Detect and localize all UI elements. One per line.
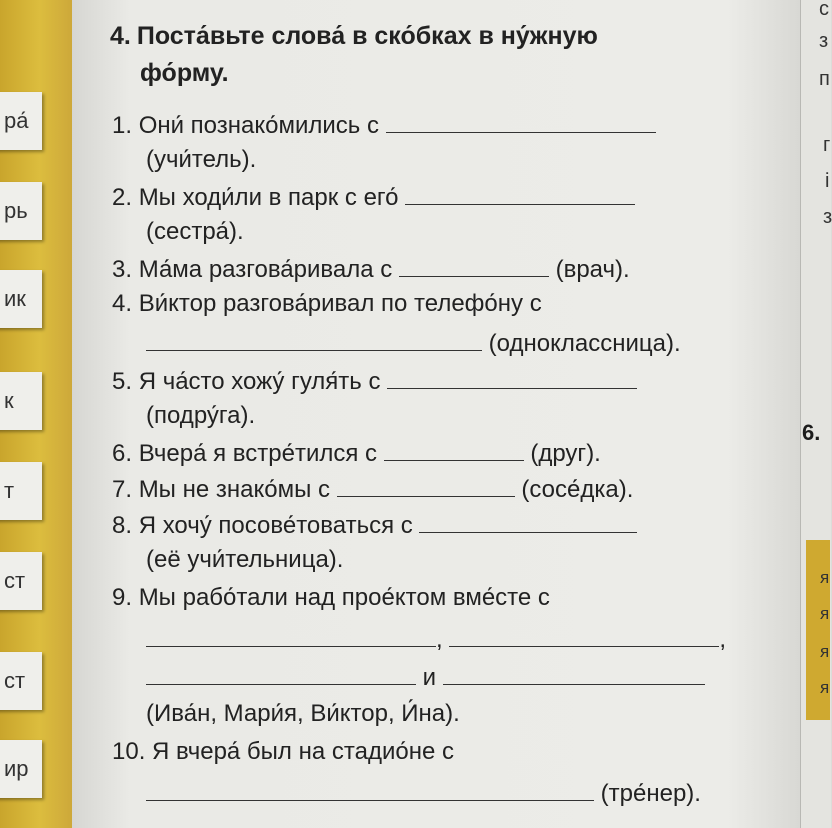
next-page-letter: с [819, 0, 829, 20]
item-number: 8. [112, 512, 133, 539]
exercise-title-line1: Поста́вьте слова́ в ско́бках в ну́жную [136, 22, 598, 50]
answer-blank[interactable] [146, 662, 416, 685]
index-tab: ик [0, 270, 42, 328]
item-text: Ви́ктор разгова́ривал по телефо́ну с [138, 290, 542, 317]
item-number: 5. [112, 368, 133, 395]
answer-blank[interactable] [146, 328, 482, 351]
exercise-item [112, 510, 637, 540]
item-word: (сестра́). [146, 218, 244, 245]
conjunction-and: и [422, 664, 437, 691]
item-number: 4. [112, 290, 133, 317]
item-number: 7. [112, 476, 133, 503]
next-page-letter: я [820, 568, 830, 587]
answer-blank[interactable] [399, 254, 549, 277]
next-page-letter: я [820, 678, 830, 697]
item-number: 9. [112, 584, 133, 611]
exercise-item [112, 182, 635, 212]
item-word: (Ива́н, Мари́я, Ви́ктор, И́на). [146, 700, 460, 727]
index-tab: т [0, 462, 42, 520]
item-word: (её учи́тельница). [146, 546, 344, 573]
exercise-item [112, 254, 630, 284]
item-text: Вчера́ я встре́тился с [138, 440, 378, 467]
exercise-item [112, 110, 656, 140]
exercise-item [112, 584, 550, 612]
item-word: (одноклассница). [488, 330, 681, 357]
exercise-title-line2: фо́рму. [140, 59, 229, 87]
item-text: Я хочу́ посове́товаться с [138, 512, 413, 539]
answer-blank[interactable] [449, 624, 719, 647]
answer-blank[interactable] [146, 624, 436, 647]
index-tab: рь [0, 182, 42, 240]
exercise-item [112, 438, 601, 468]
exercise-item [112, 474, 633, 504]
item-text: Мы не знако́мы с [138, 476, 331, 503]
answer-blank[interactable] [419, 510, 637, 533]
item-number: 6. [112, 440, 133, 467]
item-number: 3. [112, 256, 133, 283]
answer-blank[interactable] [146, 778, 594, 801]
next-page-letter: г [823, 134, 831, 156]
exercise-number: 4. [110, 22, 131, 50]
item-number: 1. [112, 112, 133, 139]
item-number: 2. [112, 184, 133, 211]
exercise-item [112, 290, 542, 318]
separator-comma: , [436, 626, 443, 653]
answer-blank[interactable] [386, 110, 656, 133]
answer-blank[interactable] [387, 366, 637, 389]
answer-blank[interactable] [384, 438, 524, 461]
exercise-heading [110, 18, 710, 92]
exercise-item-cont [146, 328, 681, 358]
next-page-letter: з [819, 30, 829, 52]
index-tab: к [0, 372, 42, 430]
answer-blank[interactable] [337, 474, 515, 497]
next-page-letter: з [823, 206, 832, 228]
next-page-letter: я [820, 642, 830, 661]
index-tab: ст [0, 652, 42, 710]
item-word: (подру́га). [146, 402, 256, 429]
next-page-letter: я [820, 604, 830, 623]
next-page-letter: і [825, 170, 830, 192]
next-page-yellow-box [806, 540, 830, 720]
item-text: Они́ познако́мились с [138, 112, 379, 139]
exercise-item [112, 366, 637, 396]
exercise-item-cont [146, 778, 701, 808]
item-text: Ма́ма разгова́ривала с [138, 256, 393, 283]
index-tab: ир [0, 740, 42, 798]
next-page-letter: п [819, 68, 830, 90]
item-number: 10. [112, 738, 146, 765]
item-text: Мы рабо́тали над прое́ктом вме́сте с [138, 584, 550, 611]
item-text: Я ча́сто хожу́ гуля́ть с [138, 368, 381, 395]
index-tab: ст [0, 552, 42, 610]
index-tab: ра́ [0, 92, 42, 150]
item-word: (друг). [530, 440, 601, 467]
answer-blank[interactable] [443, 662, 705, 685]
item-word: (врач). [555, 256, 630, 283]
item-text: Я вчера́ был на стадио́не с [152, 738, 454, 765]
separator-comma: , [719, 626, 727, 653]
item-text: Мы ходи́ли в парк с его́ [138, 184, 399, 211]
exercise-item [112, 738, 454, 766]
exercise-item-cont [146, 662, 705, 692]
answer-blank[interactable] [405, 182, 635, 205]
item-word: (учи́тель). [146, 146, 257, 173]
item-word: (сосе́дка). [521, 476, 634, 503]
exercise-item-cont [146, 624, 726, 654]
next-exercise-number: 6. [802, 420, 821, 445]
item-word: (тре́нер). [600, 780, 701, 807]
